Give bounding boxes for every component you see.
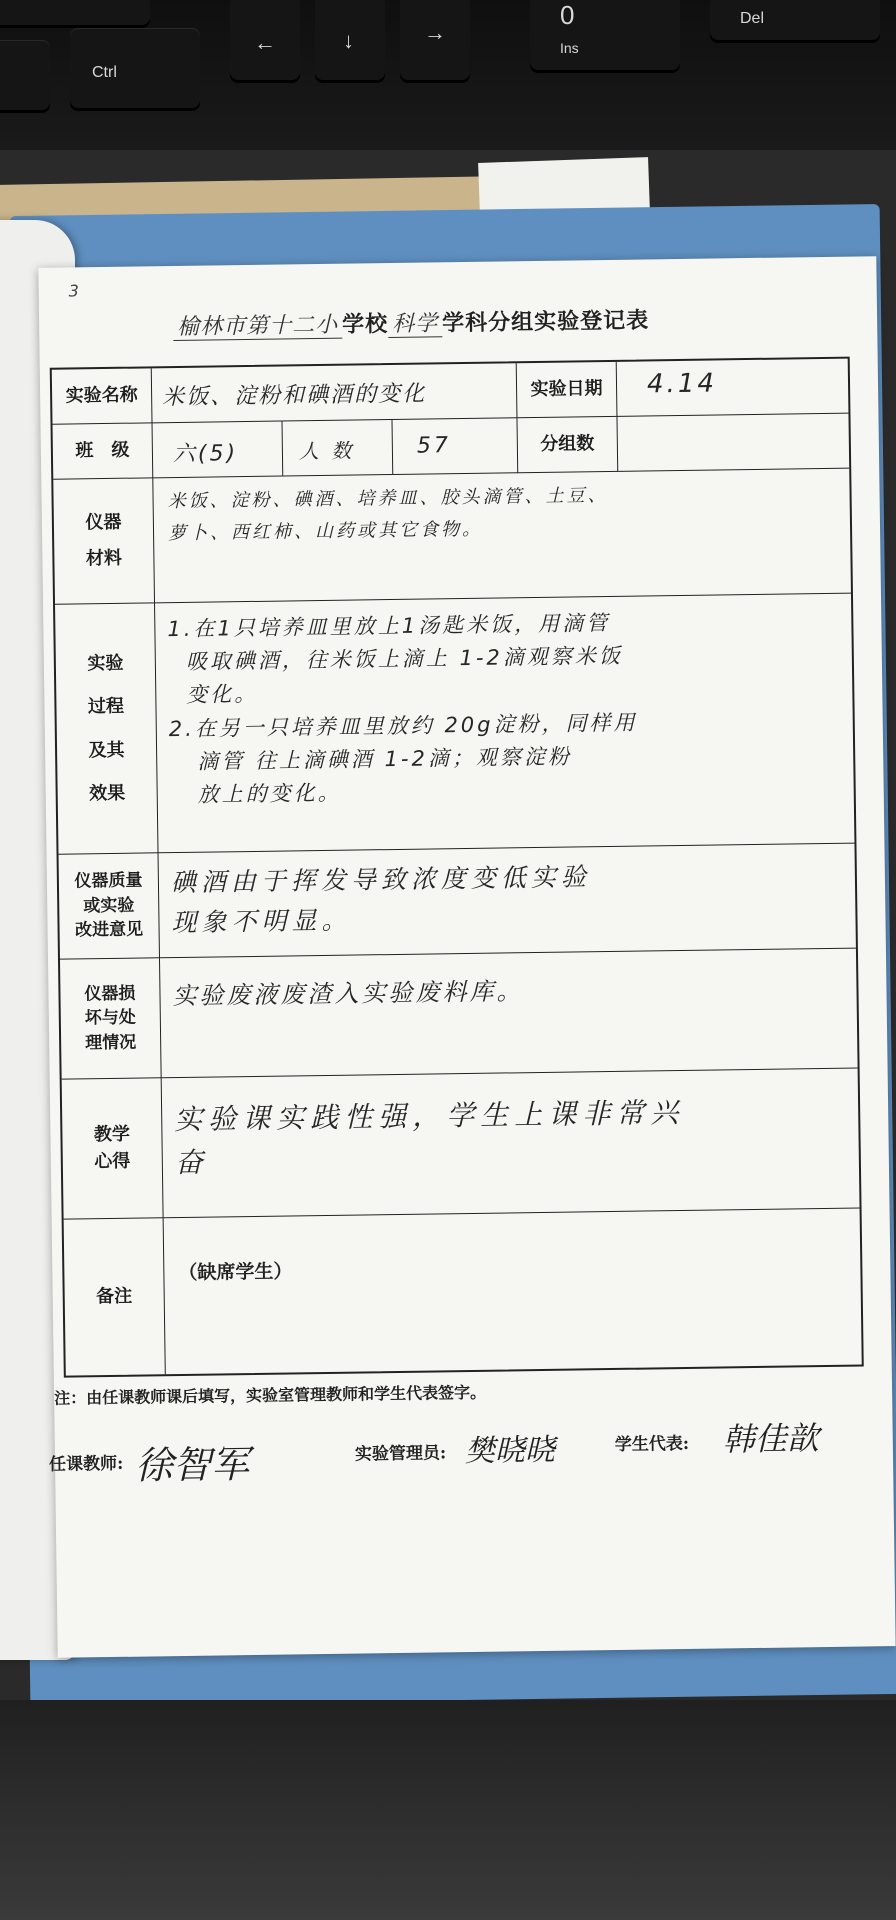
quality-value: [159, 844, 856, 959]
equipment-label: 仪器 材料: [53, 478, 155, 604]
title-subject: 科学: [388, 311, 442, 338]
admin-label: 实验管理员:: [354, 1443, 447, 1465]
process-label: 实验 过程 及其 效果: [55, 603, 158, 854]
date-label: 实验日期: [517, 362, 618, 418]
damage-value: 实验废液废渣入实验废料库。: [160, 949, 858, 1079]
key-ins-label: Ins: [560, 40, 579, 56]
right-arrow-icon: →: [424, 20, 446, 45]
process-line: 2.在另一只培养皿里放约 20g淀粉，同样用: [168, 710, 638, 741]
process-line: 变化。: [186, 682, 259, 708]
teacher-label: 任课教师:: [48, 1453, 124, 1475]
key-zero-label: 0: [560, 0, 575, 30]
key-del-label: Del: [740, 10, 765, 27]
experiment-name-value: 米饭、淀粉和碘酒的变化: [152, 363, 518, 423]
bottom-shadow: [0, 1700, 896, 1920]
remarks-label: 备注: [64, 1218, 166, 1375]
date-value: 4.14: [617, 359, 849, 417]
remarks-value: （缺席学生）: [178, 1260, 293, 1285]
key-menu-partial: [0, 40, 50, 110]
down-arrow-icon: ↓: [343, 28, 354, 53]
title-city: 榆林市第十二小: [173, 313, 342, 341]
key-ctrl-label: Ctrl: [92, 64, 117, 81]
quality-line: 现象不明显。: [171, 905, 352, 938]
teaching-value: [162, 1069, 860, 1219]
key-left-arrow: [230, 0, 300, 80]
form-table: [50, 357, 864, 1378]
process-value: [155, 594, 854, 854]
equipment-line-2: 萝卜、西红柿、山药或其它食物。: [167, 519, 484, 545]
admin-signature: 樊晓晓: [464, 1432, 556, 1470]
title-rest: 学科分组实验登记表: [441, 307, 650, 337]
title-school: 学校: [341, 311, 389, 338]
process-line: 1.在1只培养皿里放上1汤匙米饭，用滴管: [167, 610, 611, 642]
class-value: 六(5): [153, 422, 284, 479]
key-right-arrow: [400, 0, 470, 80]
damage-label: 仪器损 坏与处 理情况: [60, 958, 162, 1079]
equipment-value: [153, 469, 851, 604]
teacher-signature: 徐智军: [134, 1442, 250, 1488]
signature-row: [48, 1416, 876, 1488]
registration-form-page: [38, 256, 895, 1658]
keyboard: [0, 0, 896, 150]
left-arrow-icon: ←: [254, 30, 276, 55]
people-label: 人 数: [283, 420, 394, 477]
teaching-line: 奋: [174, 1146, 210, 1180]
people-value: 57: [392, 418, 518, 475]
form-note: 注：由任课教师课后填写，实验室管理教师和学生代表签字。: [53, 1382, 487, 1408]
group-value: [617, 414, 849, 472]
form-title: [101, 302, 721, 342]
quality-line: 碘酒由于挥发导致浓度变低实验: [170, 862, 592, 898]
corner-mark: 3: [68, 281, 79, 301]
student-label: 学生代表:: [614, 1433, 690, 1455]
quality-label: 仪器质量 或实验 改进意见: [59, 853, 160, 959]
group-label: 分组数: [517, 417, 618, 473]
process-line: 滴管 往上滴碘酒 1-2滴；观察淀粉: [197, 744, 573, 774]
key-del: [710, 0, 880, 40]
key-ins: [530, 0, 680, 70]
key-left-partial: [0, 0, 150, 25]
process-line: 吸取碘酒，往米饭上滴上 1-2滴观察米饭: [185, 643, 623, 675]
class-label: 班 级: [53, 423, 154, 479]
student-signature: 韩佳歆: [722, 1419, 820, 1459]
key-down-arrow: [315, 0, 385, 80]
equipment-line-1: 米饭、淀粉、碘酒、培养皿、胶头滴管、土豆、: [167, 484, 609, 513]
process-line: 放上的变化。: [197, 780, 342, 807]
key-ctrl: [70, 28, 200, 108]
teaching-line: 实验课实践性强，学生上课非常兴: [174, 1095, 685, 1137]
experiment-name-label: 实验名称: [52, 368, 153, 424]
teaching-label: 教学 心得: [62, 1078, 164, 1219]
